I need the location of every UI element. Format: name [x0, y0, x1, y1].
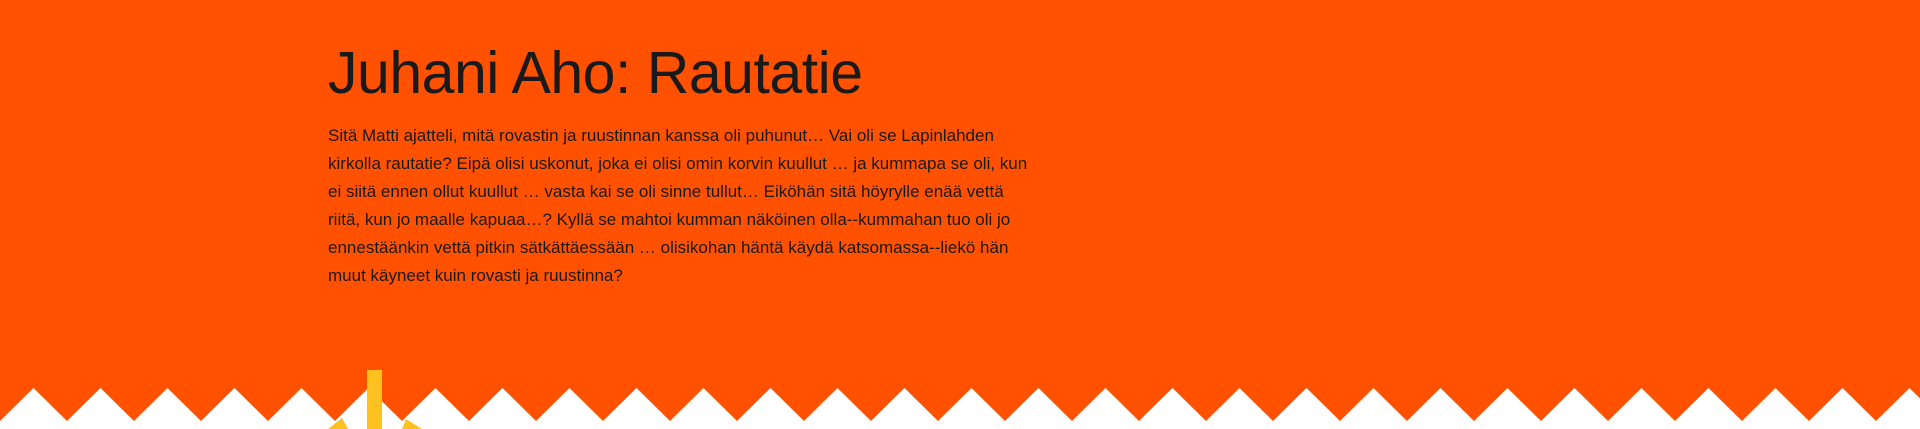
hero-content [328, 38, 1028, 290]
intro-paragraph: Sitä Matti ajatteli, mitä rovastin ja ruustinnan kanssa oli puhunut… Vai oli se Lapinlahden kirkolla rautatie? Eipä olisi uskonut, joka ei olisi omin korvin kuullut … ja kummapa se oli, kun ei siitä ennen ollut kuullut … vasta kai se oli sinne tullut… Eiköhän sitä höyrylle enää vettä riitä, kun jo maalle kapuaa…? Kyllä se mahtoi kumman näköinen olla--kummahan tuo oli jo ennestäänkin vettä pitkin sätkättäessään … olisikohan häntä käydä katsomassa--liekö hän muut käyneet kuin rovasti ja ruustinna? [328, 126, 1028, 285]
page-title: Juhani Aho: Rautatie [328, 40, 863, 106]
yellow-figure-pole [367, 370, 382, 429]
